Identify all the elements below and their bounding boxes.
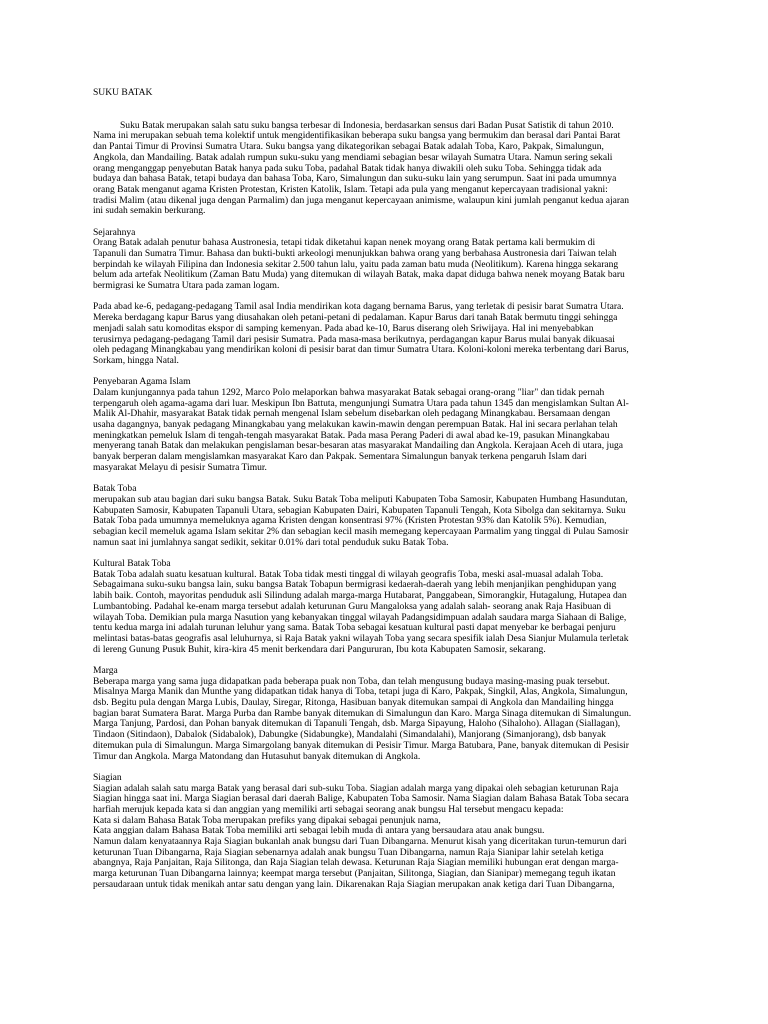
text-line: melintasi batas-batas geografis asal leluhurnya, si Raja Batak yakni wilayah Toba yang secara spesifik ialah Desa Sianjur Mulamula terletak [93, 632, 629, 644]
text-line: wilayah Toba. Demikian pula marga Nasution yang kebanyakan tinggal wilayah Padangsidimpuan adalah saudara marga Siahaan di Balige, [93, 611, 627, 623]
text-line: menyerang tanah Batak dan melakukan pengislaman besar-besaran atas masyarakat Mandailing dan Angkola. Kerajaan Aceh di utara, juga [93, 440, 623, 452]
text-line: sebagian kecil memeluk agama Islam sekitar 2% dan sebagian kecil masih memegang kepercayaan Parmalim yang tinggal di Pulau Samosir [93, 525, 629, 537]
section-heading: Marga [93, 664, 118, 676]
text-line: Mereka berdagang kapur Barus yang diusahakan oleh petani-petani di pedalaman. Kapur Barus dari tanah Batak bermutu tinggi sehingga [93, 312, 618, 324]
text-line: Siagian hingga saat ini. Marga Siagian berasal dari daerah Balige, Kabupaten Toba Samosir. Nama Siagian dalam Bahasa Batak Toba secara [93, 793, 629, 805]
text-line: berpindah ke wilayah Filipina dan Indonesia sekitar 2.500 tahun lalu, yaitu pada zaman batu muda (Neolitikum). Karena hingga sekarang [93, 258, 619, 270]
text-line: dsb. Begitu pula dengan Marga Lubis, Daulay, Siregar, Ritonga, Hasibuan banyak ditemukan sampai di Angkola dan Mandailing hingga [93, 697, 614, 709]
text-line: Tindaon (Sitindaon), Dabalok (Sidabalok), Dabungke (Sidabungke), Mandalahi (Simandalahi), Manjorang (Simanjorang), dsb banyak [93, 729, 606, 741]
text-line: ditemukan pula di Simalungun. Marga Simargolang banyak ditemukan di Pesisir Timur. Marga Batubara, Pane, banyak ditemukan di Pesisir [93, 739, 629, 751]
text-line: Siagian adalah salah satu marga Batak yang berasal dari sub-suku Toba. Siagian adalah marga yang dipakai oleh sebagian keturunan Raja [93, 782, 619, 794]
section-paragraph [93, 238, 676, 292]
text-line: terusirnya pedagang-pedagang Tamil dari pesisir Sumatra. Pada masa-masa berikutnya, perdagangan kapur Barus mulai banyak dikuasai [93, 333, 615, 345]
text-line: usaha dagangnya, banyak pedagang Minangkabau yang melakukan kawin-mawin dengan perempuan Batak. Hal ini secara perlahan telah [93, 419, 618, 431]
text-line: namun saat ini jumlahnya sangat sedikit, sekitar 0.01% dari total penduduk suku Batak Toba. [93, 536, 449, 548]
section [93, 377, 676, 473]
section-paragraph [93, 495, 676, 549]
text-line: bagian barat Sumatera Barat. Marga Purba dan Rambe banyak ditemukan di Simalungun dan Karo. Marga Sinaga ditemukan di Simalungun. [93, 707, 632, 719]
text-line: Timur dan Angkola. Marga Matondang dan Hutasuhut banyak ditemukan di Angkola. [93, 750, 421, 762]
text-line: banyak berperan dalam mengislamkan masyarakat Karo dan Pakpak. Sementara Simalungun banyak terkena pengaruh Islam dari [93, 451, 587, 463]
text-line: ini sudah semakin berkurang. [93, 205, 206, 217]
text-line: meningkatkan pemeluk Islam di tengah-tengah masyarakat Batak. Pada masa Perang Paderi di awal abad ke-19, pasukan Minangkabau [93, 429, 610, 441]
text-line: keturunan Tuan Dibangarna, Raja Siagian sebenarnya adalah anak bungsu Tuan Dibangarna, namun Raja Sianipar lahir setelah ketiga [93, 846, 604, 858]
section-heading: Batak Toba [93, 483, 137, 495]
section-paragraph [93, 302, 676, 366]
text-line: tradisi Malim (atau dikenal juga dengan Parmalim) dan juga menganut kepercayaan animisme, walaupun kini jumlah penganut kedua ajaran [93, 194, 630, 206]
text-line: menjadi salah satu komoditas ekspor di samping kemenyan. Pada abad ke-10, Barus diserang oleh Sriwijaya. Hal ini menyebabkan [93, 322, 594, 334]
text-line: budaya dan bahasa Batak, tetapi budaya dan bahasa Toba, Karo, Simalungun dan suku-suku lain yang serumpun. Saat ini pada umumnya [93, 173, 617, 185]
section-heading: Penyebaran Agama Islam [93, 376, 191, 388]
document-title: SUKU BATAK [93, 87, 153, 98]
sections-container [93, 228, 676, 891]
text-line: Misalnya Marga Manik dan Munthe yang didapatkan tidak hanya di Toba, tetapi juga di Karo, Pakpak, Singkil, Alas, Angkola, Simalungun, [93, 686, 628, 698]
text-line: Lumbantobing. Padahal ke-enam marga tersebut adalah keturunan Guru Mangaloksa yang adalah salah- seorang anak Raja Hasibuan di [93, 600, 612, 612]
text-line: Orang Batak adalah penutur bahasa Austronesia, tetapi tidak diketahui kapan nenek moyang orang Batak pertama kali bermukim di [93, 237, 596, 249]
section-paragraph [93, 570, 676, 656]
section-heading: Sejarahnya [93, 226, 136, 238]
section-heading: Kultural Batak Toba [93, 557, 171, 569]
text-line: dan Pantai Timur di Provinsi Sumatra Utara. Suku bangsa yang dikategorikan sebagai Batak adalah Toba, Karo, Pakpak, Simalungun, [93, 141, 604, 153]
section [93, 666, 676, 762]
text-line: orang Batak menganut agama Kristen Protestan, Kristen Katolik, Islam. Tetapi ada pula yang menganut kepercayaan tradisional yakni: [93, 183, 608, 195]
text-line: persaudaraan untuk tidak menikah antar satu dengan yang lain. Dikarenakan Raja Siagian merupakan anak ketiga dari Tuan Dibangarna, [93, 878, 615, 890]
intro-paragraph [93, 121, 676, 217]
text-line: harfiah merujuk kepada kata si dan anggian yang memiliki arti sebagai seorang anak bungsu Hal tersebut mengacu kepada: [93, 803, 564, 815]
text-line: Nama ini merupakan sebuah tema kolektif untuk mengidentifikasikan beberapa suku bangsa yang bermukim dan berasal dari Pantai Barat [93, 130, 621, 142]
section-heading: Siagian [93, 771, 122, 783]
section-paragraph [93, 388, 676, 474]
text-line: Dalam kunjungannya pada tahun 1292, Marco Polo melaporkan bahwa masyarakat Batak sebagai orang-orang "liar" dan tidak pernah [93, 386, 605, 398]
text-line: tentu kedua marga ini adalah turunan leluhur yang sama. Batak Toba sebagai kesatuan kultural pasti dapat menyebar ke berbagai penjuru [93, 622, 616, 634]
text-line: Beberapa marga yang sama juga didapatkan pada beberapa puak non Toba, dan telah mengusung budaya masing-masing puak tersebut. [93, 675, 610, 687]
text-line: bermigrasi ke Sumatra Utara pada zaman logam. [93, 280, 280, 292]
text-line: Tapanuli dan Sumatra Timur. Bahasa dan bukti-bukti arkeologi menunjukkan bahwa orang yang berbahasa Austronesia dari Taiwan telah [93, 248, 617, 260]
text-line: marga keturunan Tuan Dibangarna lainnya; keempat marga tersebut (Panjaitan, Silitonga, Siagian, dan Sianipar) memegang teguh ikatan [93, 868, 616, 880]
text-line: di lereng Gunung Pusuk Buhit, kira-kira 45 menit berkendara dari Pangururan, Ibu kota Kabupaten Samosir, sekarang. [93, 643, 546, 655]
section-paragraph [93, 784, 676, 891]
text-line: Kabupaten Samosir, Kabupaten Tapanuli Utara, sebagian Kabupaten Dairi, Kabupaten Tapanuli Tengah, Kota Sibolga dan sekitarnya. Suku [93, 504, 626, 516]
text-line: Namun dalam kenyataannya Raja Siagian bukanlah anak bungsu dari Tuan Dibangarna. Menurut kisah yang diceritakan turun-temurun dari [93, 836, 627, 848]
text-line: Angkola, dan Mandailing. Batak adalah rumpun suku-suku yang mendiami sebagian besar wilayah Sumatra Utara. Namun sering sekali [93, 151, 613, 163]
section [93, 559, 676, 655]
text-line: Suku Batak merupakan salah satu suku bangsa terbesar di Indonesia, berdasarkan sensus dari Badan Pusat Satistik di tahun 2010. [120, 119, 614, 131]
text-line: Kata si dalam Bahasa Batak Toba merupakan prefiks yang dipakai sebagai penunjuk nama, [93, 814, 441, 826]
text-line: masyarakat Melayu di pesisir Sumatra Timur. [93, 461, 267, 473]
section [93, 484, 676, 548]
text-line: Batak Toba adalah suatu kesatuan kultural. Batak Toba tidak mesti tinggal di wilayah geografis Toba, meski asal-muasal adalah Toba. [93, 568, 604, 580]
text-line: Batak Toba pada umumnya memeluknya agama Kristen dengan konsentrasi 97% (Kristen Protestan 93% dan Katolik 5%). Kemudian, [93, 515, 607, 527]
section-paragraph [93, 677, 676, 763]
section [93, 773, 676, 891]
text-line: Malik Al-Dhahir, masyarakat Batak tidak pernah mengenal Islam sebelum disebarkan oleh pedagang Minangkabau. Bersamaan dengan [93, 408, 611, 420]
text-line: abangnya, Raja Panjaitan, Raja Silitonga, dan Raja Siagian telah dewasa. Keturunan Raja Siagian memiliki hubungan erat dengan marga- [93, 857, 619, 869]
text-line: Sebagaimana suku-suku bangsa lain, suku bangsa Batak Tobapun bermigrasi kedaerah-daerah yang lebih menjanjikan penghidupan yang [93, 579, 617, 591]
text-line: orang menganggap penyebutan Batak hanya pada suku Toba, padahal Batak tidak hanya diwakili oleh suku Toba. Sehingga tidak ada [93, 162, 602, 174]
text-line: terpengaruh oleh agama-agama dari luar. Meskipun Ibn Battuta, mengunjungi Sumatra Utara pada tahun 1345 dan mengislamkan Sultan Al- [93, 397, 629, 409]
section [93, 228, 676, 367]
text-line: labih baik. Contoh, mayoritas penduduk asli Silindung adalah marga-marga Hutabarat, Panggabean, Simorangkir, Hutagalung, Hutapea dan [93, 590, 627, 602]
text-line: Pada abad ke-6, pedagang-pedagang Tamil asal India mendirikan kota dagang bernama Barus, yang terletak di pesisir barat Sumatra Utara. [93, 301, 624, 313]
text-line: belum ada artefak Neolitikum (Zaman Batu Muda) yang ditemukan di wilayah Batak, maka dapat diduga bahwa nenek moyang Batak baru [93, 269, 625, 281]
text-line: Marga Tanjung, Pardosi, dan Pohan banyak ditemukan di Tapanuli Tengah, dsb. Marga Sipayung, Haloho (Sihaloho). Allagan (Siallagan), [93, 718, 621, 730]
text-line: Kata anggian dalam Bahasa Batak Toba memiliki arti sebagai lebih muda di antara yang bersaudara atau anak bungsu. [93, 825, 545, 837]
text-line: oleh pedagang Minangkabau yang mendirikan koloni di pesisir barat dan timur Sumatra Utara. Koloni-koloni mereka terbentang dari Barus, [93, 344, 629, 356]
text-line: merupakan sub atau bagian dari suku bangsa Batak. Suku Batak Toba meliputi Kabupaten Toba Samosir, Kabupaten Humbang Hasundutan, [93, 493, 628, 505]
text-line: Sorkam, hingga Natal. [93, 354, 179, 366]
